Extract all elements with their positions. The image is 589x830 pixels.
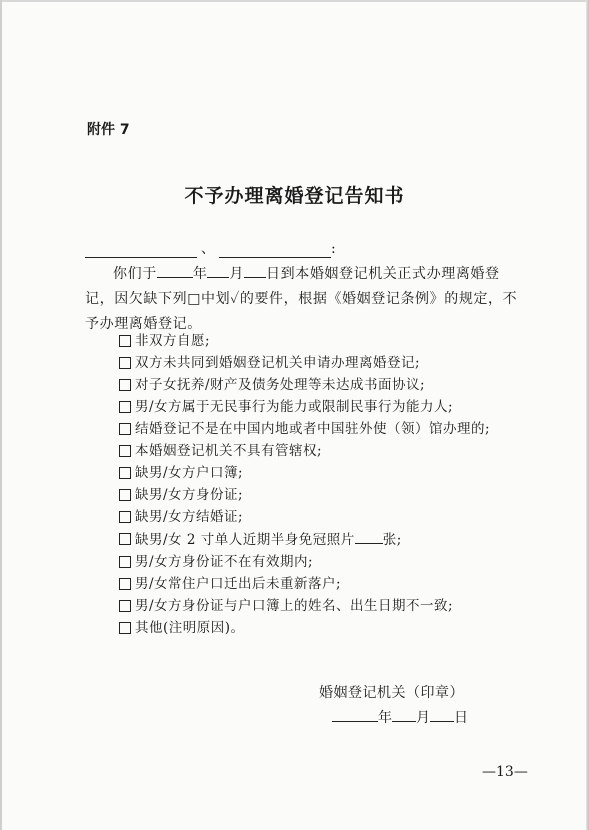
attachment-label: 附件 7 bbox=[87, 122, 130, 138]
checkbox[interactable] bbox=[119, 423, 131, 435]
signature-day-blank[interactable] bbox=[430, 706, 454, 722]
page-top-edge bbox=[0, 0, 589, 2]
checkbox[interactable] bbox=[119, 489, 131, 501]
checklist-item-text: 男/女方属于无民事行为能力或限制民事行为能力人; bbox=[135, 399, 454, 415]
checkbox[interactable] bbox=[119, 467, 131, 479]
checklist-item bbox=[119, 374, 529, 396]
notice-paragraph bbox=[85, 262, 525, 337]
document-title: 不予办理离婚登记告知书 bbox=[184, 185, 405, 207]
checklist-item-text: 结婚登记不是在中国内地或者中国驻外使（领）馆办理的; bbox=[135, 421, 491, 437]
notice-month-label: 月 bbox=[229, 266, 245, 282]
checklist-item-text: 非双方自愿; bbox=[135, 333, 211, 349]
checklist-item bbox=[119, 352, 529, 374]
checkbox[interactable] bbox=[119, 578, 131, 590]
signature-year-label: 年 bbox=[378, 710, 392, 726]
checklist-item-text: 其他(注明原因)。 bbox=[135, 620, 245, 636]
addressee-colon: : bbox=[331, 241, 336, 257]
checklist-item-text: 本婚姻登记机关不具有管辖权; bbox=[135, 443, 323, 459]
checkbox[interactable] bbox=[119, 445, 131, 457]
checkbox[interactable] bbox=[119, 622, 131, 634]
checklist-item-text: 男/女常住户口迁出后未重新落户; bbox=[135, 576, 342, 592]
checklist-item bbox=[119, 617, 529, 639]
checklist-item bbox=[119, 462, 529, 484]
addressee-blank-2[interactable] bbox=[219, 242, 331, 258]
page-number: —13— bbox=[482, 764, 528, 780]
checkbox[interactable] bbox=[119, 357, 131, 369]
checklist-item bbox=[119, 551, 529, 573]
year-blank[interactable] bbox=[157, 262, 193, 278]
signature-year-blank[interactable] bbox=[332, 706, 378, 722]
requirement-checklist bbox=[119, 330, 529, 639]
checkbox[interactable] bbox=[119, 335, 131, 347]
checklist-item bbox=[119, 440, 529, 462]
month-blank[interactable] bbox=[207, 262, 229, 278]
notice-text-start: 你们于 bbox=[113, 266, 157, 282]
checklist-item-text: 男/女方身份证不在有效期内; bbox=[135, 554, 314, 570]
photo-item-suffix: 张; bbox=[382, 532, 402, 548]
day-blank[interactable] bbox=[244, 262, 266, 278]
checklist-item bbox=[119, 418, 529, 440]
checklist-item bbox=[119, 330, 529, 352]
checklist-item-text: 双方未共同到婚姻登记机关申请办理离婚登记; bbox=[135, 355, 421, 371]
photo-item-text: 缺男/女 2 寸单人近期半身免冠照片 bbox=[135, 532, 355, 548]
checklist-item-text: 缺男/女方户口簿; bbox=[135, 465, 244, 481]
notice-text-rest: 日到本婚姻登记机关正式办理离婚登记，因欠缺下列□中划✓的要件，根据《婚姻登记条例》的规定，不予办理离婚登记。 bbox=[85, 266, 518, 332]
checkbox[interactable] bbox=[119, 379, 131, 391]
checklist-item bbox=[119, 573, 529, 595]
checklist-item-text: 缺男/女方身份证; bbox=[135, 487, 244, 503]
signature-month-label: 月 bbox=[416, 710, 430, 726]
checklist-item bbox=[119, 396, 529, 418]
checkbox[interactable] bbox=[119, 401, 131, 413]
addressee-separator: 、 bbox=[201, 241, 215, 257]
checklist-item bbox=[119, 595, 529, 617]
checklist-item bbox=[119, 484, 529, 506]
checklist-item-text: 缺男/女方结婚证; bbox=[135, 509, 244, 525]
signature-month-blank[interactable] bbox=[392, 706, 416, 722]
checklist-item-photo bbox=[119, 528, 529, 551]
checkbox[interactable] bbox=[119, 533, 131, 545]
checklist-item-text: 男/女方身份证与户口簿上的姓名、出生日期不一致; bbox=[135, 598, 454, 614]
checkbox[interactable] bbox=[119, 511, 131, 523]
page-left-edge bbox=[0, 0, 2, 830]
checkbox[interactable] bbox=[119, 556, 131, 568]
addressee-line bbox=[85, 238, 336, 256]
checklist-item-text: 对子女抚养/财产及债务处理等未达成书面协议; bbox=[135, 377, 426, 393]
checklist-item bbox=[119, 506, 529, 528]
addressee-blank-1[interactable] bbox=[85, 242, 197, 258]
signature-date bbox=[332, 706, 468, 729]
photo-count-blank[interactable] bbox=[355, 528, 383, 544]
notice-year-label: 年 bbox=[192, 266, 208, 282]
signature-day-label: 日 bbox=[454, 710, 468, 726]
checkbox[interactable] bbox=[119, 600, 131, 612]
issuing-authority: 婚姻登记机关（印章） bbox=[319, 685, 464, 701]
